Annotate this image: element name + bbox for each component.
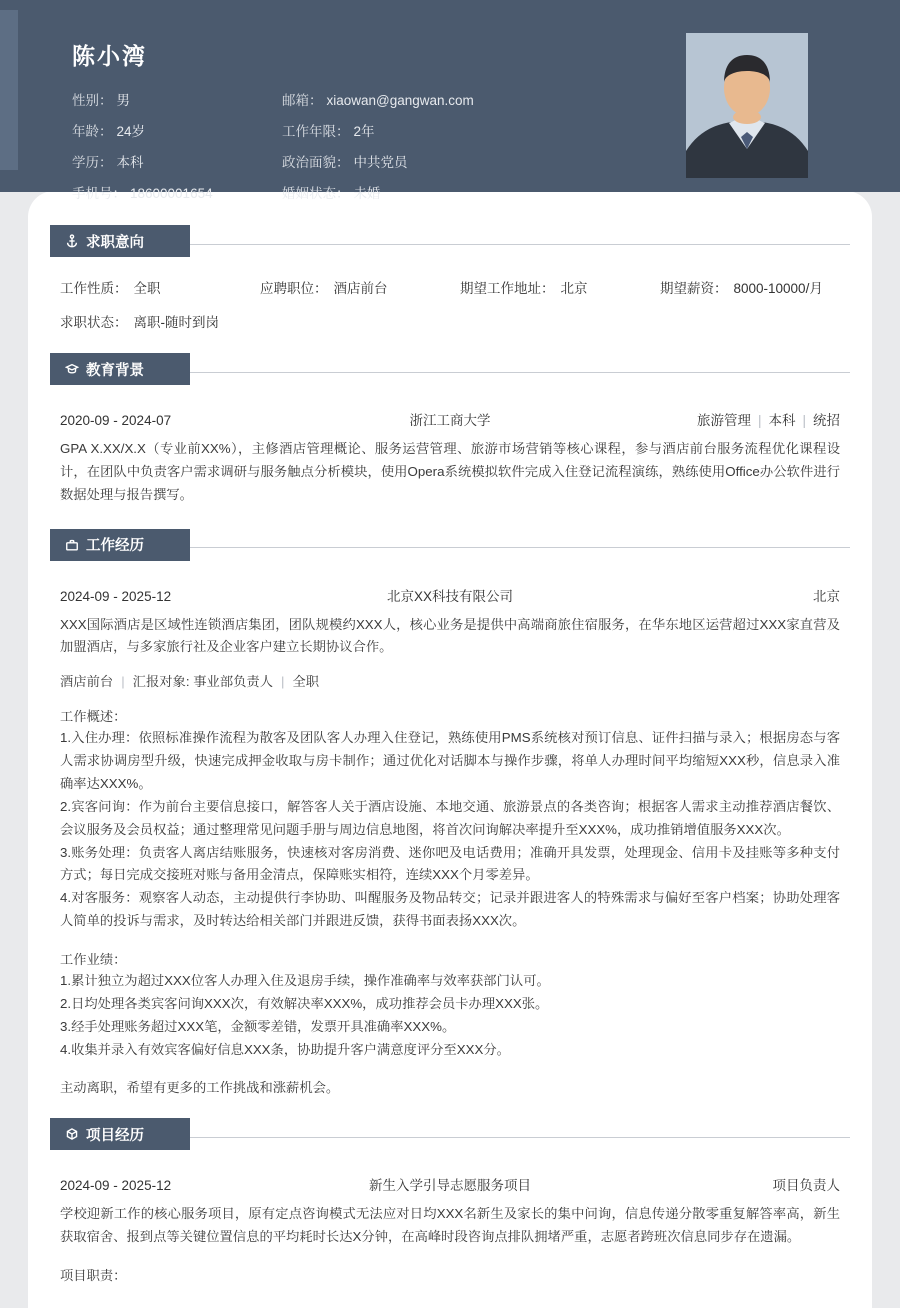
education-school: 浙江工商大学 bbox=[409, 413, 491, 428]
list-item: 3.账务处理：负责客人离店结账服务，快速核对客房消费、迷你吧及电话费用；准确开具发票，处理现金、信用卡及挂账等多种支付方式；每日完成交接班对账与备用金清点，保障账实相符，连续XXX个月零差异。 bbox=[60, 844, 840, 883]
portrait-icon bbox=[686, 33, 808, 178]
list-item: 2.日均处理各类宾客问询XXX次，有效解决率XXX%，成功推荐会员卡办理XXX张。 bbox=[60, 995, 549, 1011]
page-title: 陈小湾 bbox=[72, 43, 147, 69]
work-position: 酒店前台 bbox=[60, 674, 114, 690]
field-value: 24岁 bbox=[116, 124, 146, 139]
work-company: 北京XX科技有限公司 bbox=[386, 588, 513, 604]
project-role: 项目负责人 bbox=[772, 1178, 840, 1194]
field-label: 求职状态： bbox=[60, 315, 128, 330]
education-tags bbox=[590, 409, 840, 429]
list-item: 4.收集并录入有效宾客偏好信息XXX条，协助提升客户满意度评分至XXX分。 bbox=[60, 1041, 510, 1057]
list-item: 3.经手处理账务超过XXX笔，金额零差错，发票开具准确率XXX%。 bbox=[60, 1018, 456, 1034]
work-overview-list bbox=[60, 727, 840, 933]
section-divider bbox=[190, 547, 850, 548]
section-header-work bbox=[50, 529, 850, 567]
header-field-phone bbox=[72, 182, 282, 202]
section-divider bbox=[190, 1137, 850, 1138]
education-description: GPA X.XX/X.X（专业前XX%），主修酒店管理概论、服务运营管理、旅游市场营销等核心课程，参与酒店前台服务流程优化课程设计，在团队中负责客户需求调研与服务触点分析模块，使用Opera系统模拟软件完成入住登记流程演练，熟练使用Office办公软件进行数据处理与报告撰写。 bbox=[60, 441, 840, 502]
section-title-project bbox=[50, 1118, 190, 1150]
field-value: 北京 bbox=[560, 281, 588, 296]
field-label: 政治面貌： bbox=[282, 155, 350, 170]
header-field-marital-status bbox=[282, 182, 860, 202]
work-achievements-title: 工作业绩： bbox=[60, 952, 127, 968]
field-value: 本科 bbox=[116, 155, 144, 170]
field-label: 邮箱： bbox=[282, 93, 323, 108]
field-label: 期望薪资： bbox=[660, 281, 728, 296]
field-label: 应聘职位： bbox=[260, 281, 328, 296]
intent-location bbox=[460, 277, 660, 297]
section-title-education bbox=[50, 353, 190, 385]
header-field-age bbox=[72, 120, 282, 140]
meta-separator: | bbox=[281, 674, 285, 690]
section-body-education bbox=[50, 391, 850, 507]
list-item: 2.宾客问询：作为前台主要信息接口，解答客人关于酒店设施、本地交通、旅游景点的各类咨询；根据客人需求主动推荐酒店餐饮、会议服务及会员权益；通过整理常见问题手册与周边信息地图，将首次问询解决率提升至XXX%，成功推销增值服务XXX次。 bbox=[60, 798, 840, 837]
section-title-text: 教育背景 bbox=[86, 362, 144, 379]
work-achievements-list bbox=[60, 970, 840, 1061]
meta-separator: | bbox=[121, 674, 125, 690]
field-label: 学历： bbox=[72, 155, 113, 170]
intent-salary bbox=[660, 277, 823, 297]
field-value: 全职 bbox=[133, 281, 161, 296]
education-degree: 本科 bbox=[768, 413, 796, 428]
resume-header bbox=[0, 0, 900, 201]
project-duty-title: 项目职责： bbox=[60, 1268, 127, 1284]
project-entry-header bbox=[60, 1174, 840, 1194]
cube-icon bbox=[64, 1127, 79, 1142]
list-item: 4.对客服务：观察客人动态，主动提供行李协助、叫醒服务及物品转交；记录并跟进客人的特殊需求与偏好至客户档案；协助处理客人简单的投诉与需求，及时转达给相关部门并跟进反馈，获得书面表扬XXX次。 bbox=[60, 890, 840, 929]
section-title-intent bbox=[50, 225, 190, 257]
list-item: 1.入住办理：依照标准操作流程为散客及团队客人办理入住登记，熟练使用PMS系统核对预订信息、证件扫描与录入；根据房态与客人需求协调房型升级，快速完成押金收取与房卡制作；通过优化对话脚本与操作步骤，将单人办理时间平均缩短XXX秒，信息录入准确率达XXX%。 bbox=[60, 730, 840, 792]
work-date: 2024-09 - 2025-12 bbox=[60, 588, 172, 604]
intent-job-nature bbox=[60, 277, 260, 297]
project-description: 学校迎新工作的核心服务项目，原有定点咨询模式无法应对日均XXX名新生及家长的集中问询，信息传递分散零重复解答率高，新生获取宿舍、报到点等关键位置信息的平均耗时长达X分钟，在高峰时段咨询点排队拥堵严重，志愿者跨班次信息同步存在遗漏。 bbox=[60, 1206, 840, 1245]
field-value: 未婚 bbox=[353, 186, 381, 201]
list-item: 1.累计独立为超过XXX位客人办理入住及退房手续，操作准确率与效率获部门认可。 bbox=[60, 973, 550, 989]
field-value: 18600001654 bbox=[130, 186, 213, 201]
field-value: 离职-随时到岗 bbox=[133, 315, 219, 330]
education-date: 2020-09 - 2024-07 bbox=[60, 413, 172, 428]
section-header-intent bbox=[50, 225, 850, 263]
field-value: xiaowan@gangwan.com bbox=[326, 93, 474, 108]
section-body-project bbox=[50, 1156, 850, 1284]
education-entry-header bbox=[60, 409, 840, 429]
work-job-nature: 全职 bbox=[292, 674, 320, 690]
work-city: 北京 bbox=[813, 588, 840, 604]
intent-status bbox=[60, 311, 219, 331]
work-leave-reason: 主动离职，希望有更多的工作挑战和涨薪机会。 bbox=[60, 1080, 340, 1096]
work-overview-title: 工作概述： bbox=[60, 709, 127, 725]
header-field-gender bbox=[72, 89, 282, 109]
header-field-degree bbox=[72, 151, 282, 171]
section-body-work bbox=[50, 567, 850, 1097]
field-label: 性别： bbox=[72, 93, 113, 108]
education-admission: 统招 bbox=[813, 413, 840, 428]
section-header-project bbox=[50, 1118, 850, 1156]
tag-separator: | bbox=[802, 413, 806, 428]
avatar bbox=[686, 33, 808, 178]
section-title-work bbox=[50, 529, 190, 561]
intent-row-1 bbox=[60, 277, 840, 297]
field-value: 酒店前台 bbox=[333, 281, 388, 296]
work-entry-header bbox=[60, 585, 840, 605]
field-label: 工作性质： bbox=[60, 281, 128, 296]
field-label: 手机号： bbox=[72, 186, 126, 201]
graduation-cap-icon bbox=[64, 362, 79, 377]
field-value: 中共党员 bbox=[353, 155, 408, 170]
intent-position bbox=[260, 277, 460, 297]
field-label: 婚姻状态： bbox=[282, 186, 350, 201]
project-name: 新生入学引导志愿服务项目 bbox=[369, 1178, 531, 1194]
work-company-description: XXX国际酒店是区域性连锁酒店集团，团队规模约XXX人，核心业务是提供中高端商旅住宿服务，在华东地区运营超过XXX家直营及加盟酒店，与多家旅行社及企业客户建立长期协议合作。 bbox=[60, 616, 840, 655]
anchor-icon bbox=[64, 234, 79, 249]
field-label: 工作年限： bbox=[282, 124, 350, 139]
field-label: 年龄： bbox=[72, 124, 113, 139]
project-date: 2024-09 - 2025-12 bbox=[60, 1178, 172, 1194]
section-title-text: 工作经历 bbox=[86, 538, 144, 555]
field-value: 2年 bbox=[353, 124, 375, 139]
section-body-intent bbox=[50, 263, 850, 331]
intent-row-2 bbox=[60, 311, 840, 331]
field-value: 8000-10000/月 bbox=[733, 281, 823, 296]
section-divider bbox=[190, 244, 850, 245]
section-title-text: 求职意向 bbox=[86, 234, 144, 251]
resume-body bbox=[28, 191, 872, 1308]
section-divider bbox=[190, 372, 850, 373]
field-value: 男 bbox=[116, 93, 130, 108]
tag-separator: | bbox=[757, 413, 762, 428]
briefcase-icon bbox=[64, 537, 79, 552]
work-report-to: 汇报对象: 事业部负责人 bbox=[132, 674, 274, 690]
field-label: 期望工作地址： bbox=[460, 281, 555, 296]
section-title-text: 项目经历 bbox=[86, 1127, 144, 1144]
section-header-education bbox=[50, 353, 850, 391]
work-meta bbox=[60, 671, 840, 690]
education-major: 旅游管理 bbox=[696, 413, 751, 428]
